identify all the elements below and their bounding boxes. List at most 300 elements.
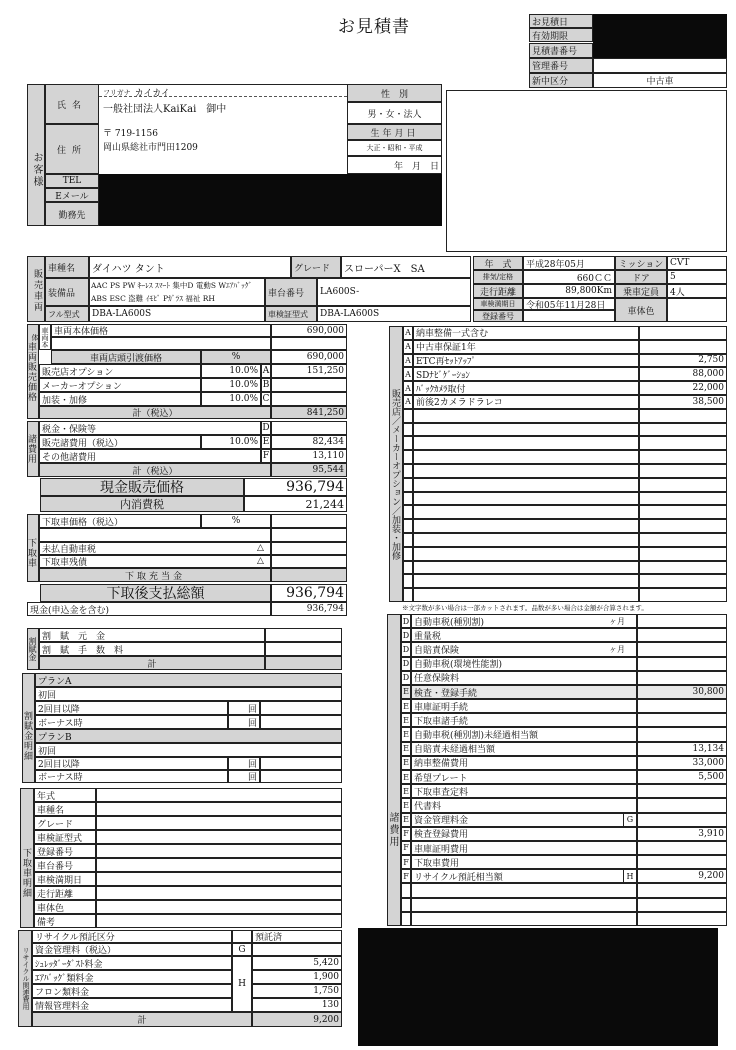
fee-value: 30,800 (637, 685, 727, 699)
fee-mark: E (401, 727, 411, 741)
redacted-block (358, 928, 718, 1046)
tradein-detail-label: 年式 (34, 788, 96, 802)
option-mark (403, 533, 413, 547)
fee-value (637, 855, 727, 869)
fee-label: 車庫証明費用 (411, 841, 637, 855)
mileage-value: 89,800Km (523, 284, 615, 298)
tradein-detail-value (96, 900, 342, 914)
deposit-label: 現金(申込金を含む) (27, 602, 271, 616)
expenses-subtotal: 95,544 (271, 463, 347, 477)
expiry-label: 有効期限 (529, 28, 593, 42)
option-mark (403, 574, 413, 588)
fee-mark (401, 898, 411, 912)
recycle-total-label: 計 (32, 1012, 252, 1027)
fee-value: 5,500 (637, 770, 727, 784)
percent-header: % (201, 350, 271, 364)
fee-mark: F (401, 827, 411, 841)
fee-value (637, 912, 727, 926)
option-value: 22,000 (639, 381, 727, 395)
price-subtotal: 841,250 (271, 406, 347, 419)
option-label: 前後2カメラドラレコ (413, 395, 639, 409)
option-value (639, 561, 727, 575)
manage-fee-label: 資金管理料（税込） (32, 943, 232, 956)
fee-label: 任意保険料 (411, 671, 637, 685)
name-label: 氏名 (45, 84, 99, 124)
fee-g-mark: G (623, 813, 637, 827)
option-label: 中古車保証1年 (413, 340, 639, 354)
plan-a-first: 初回 (35, 687, 342, 701)
tradein-price-label: 下取車価格（税込） (39, 514, 201, 528)
option-mark: A (403, 395, 413, 409)
remain-loan-label: 下取車残債 (39, 555, 271, 568)
fee-label (411, 883, 637, 897)
fee-label: 自動車税(種別割) (411, 614, 637, 628)
fee-mark: E (401, 784, 411, 798)
tradein-detail-label: 車種名 (34, 802, 96, 816)
inspection-date: 令和05年11月28日 (523, 298, 615, 310)
fee-mark: F (401, 855, 411, 869)
plan-b-label: プランB (35, 729, 342, 743)
plan-a-bonus-kai: 回 (228, 715, 260, 729)
cash-value: 936,794 (244, 478, 347, 496)
option-value: 88,000 (639, 367, 727, 381)
option-value (639, 450, 727, 464)
equip-label: 装備品 (45, 278, 89, 306)
fee-label: 資金管理料金 (411, 813, 637, 827)
plan-b-bonus-kai: 回 (228, 770, 260, 783)
plan-a-second: 2回目以降 (35, 701, 228, 715)
notes-box (446, 90, 727, 252)
option-value (639, 505, 727, 519)
fee-label: 重量税 (411, 628, 637, 642)
tradein-detail-value (96, 788, 342, 802)
fee-value (637, 713, 727, 727)
option-mark: A (403, 367, 413, 381)
fee-mark: E (401, 813, 411, 827)
installment-section (27, 628, 342, 670)
fee-value: 33,000 (637, 756, 727, 770)
birth-ymd: 年 月 日 (347, 156, 442, 174)
option-value (639, 340, 727, 354)
plan-a-label: プランA (35, 673, 342, 687)
option-value (639, 492, 727, 506)
option-mark (403, 547, 413, 561)
capacity-label: 乗車定員 (615, 284, 667, 298)
tradein-detail-value (96, 830, 342, 844)
customer-side-label: お客様 (27, 84, 45, 226)
capacity-value: 4人 (667, 284, 727, 298)
fee-label (411, 898, 637, 912)
fee-value (637, 813, 727, 827)
option-value (639, 436, 727, 450)
other-value: 13,110 (271, 449, 347, 463)
door-label: ドア (615, 270, 667, 284)
tradein-section (27, 514, 347, 582)
option-label (413, 574, 639, 588)
redacted-block (99, 174, 442, 226)
fee-label: 自動車税(環境性能割) (411, 657, 637, 671)
mission-value: CVT (667, 256, 727, 270)
tax-incl-label: 内消費税 (40, 496, 244, 512)
fee-mark: F (401, 869, 411, 883)
fee-value (637, 841, 727, 855)
plan-b-second-kai: 回 (228, 757, 260, 770)
fee-value (637, 883, 727, 897)
chassis-label: 車台番号 (265, 278, 317, 306)
manage-no-value (593, 58, 727, 73)
tradein-detail-label: 走行距離 (34, 886, 96, 900)
option-rate: 10.0% (201, 364, 261, 378)
kubun-label: 新中区分 (529, 73, 593, 88)
full-model: DBA-LA600S (89, 306, 265, 322)
work-label: 勤務先 (45, 202, 99, 226)
option-mark (403, 519, 413, 533)
option-value (639, 574, 727, 588)
months-label: ヶ月 (609, 617, 625, 626)
option-mark (403, 561, 413, 575)
redacted-block (593, 14, 727, 58)
months-label: ヶ月 (609, 645, 625, 655)
fee-mark: D (401, 671, 411, 685)
fee-label: 販売諸費用（税込） (39, 435, 201, 449)
option-label (413, 533, 639, 547)
fee-label (411, 912, 637, 926)
tax-incl-value: 21,244 (244, 496, 347, 512)
tax-label: 税金・保険等 (39, 421, 261, 435)
custom-mark: C (262, 394, 270, 404)
grade-label: グレード (291, 256, 341, 278)
tradein-detail-value (96, 914, 342, 928)
option-label (413, 409, 639, 423)
estimate-no-label: 見積書番号 (529, 43, 593, 58)
price-section (27, 324, 347, 419)
option-value: 2,750 (639, 354, 727, 368)
fee-label: 車庫証明手続 (411, 699, 637, 713)
equip-line2: ABS ESC 盗難 ｲﾓﾋﾞ Pｶﾞﾗｽ 福祉 RH (91, 294, 215, 303)
fee-value (637, 614, 727, 628)
fee-label: 検査登録費用 (411, 827, 637, 841)
expenses-section (27, 421, 347, 477)
cash-section (40, 478, 347, 512)
base-price-label: 車両本体価格 (51, 324, 271, 337)
era-options: 大正・昭和・平成 (347, 140, 442, 156)
installment-total-label: 計 (39, 656, 265, 670)
tradein-total-label: 下取充当金 (39, 568, 271, 582)
recycle-item-label: フロン類料金 (32, 984, 232, 998)
fee-value (637, 798, 727, 812)
tax-mark: D (262, 423, 270, 433)
year-value: 平成28年05月 (523, 256, 615, 270)
option-value (639, 533, 727, 547)
tradein-detail-label: 車体色 (34, 900, 96, 914)
plan-side-label: 割賦金明細 (22, 673, 35, 783)
recycle-h-text: H (238, 979, 246, 989)
option-mark (403, 450, 413, 464)
option-value (639, 547, 727, 561)
recycle-item-value: 1,900 (252, 970, 342, 984)
fees-side-label: 諸費用 (387, 614, 401, 926)
tradein-percent: % (201, 514, 271, 528)
option-mark: A (262, 366, 270, 376)
option-mark (403, 409, 413, 423)
plan-b-bonus: ボーナス時 (35, 770, 228, 783)
triangle-mark: △ (257, 543, 264, 553)
furigana-value: カイカイ (134, 89, 170, 99)
reg-label: 登録番号 (473, 310, 523, 322)
option-label (413, 423, 639, 437)
tradein-detail-label: 登録番号 (34, 844, 96, 858)
birth-label: 生年月日 (347, 124, 442, 140)
tradein-side-label: 下取車 (27, 514, 39, 582)
car-name: ダイハツ タント (89, 256, 291, 278)
recycle-item-value: 1,750 (252, 984, 342, 998)
recycle-total: 9,200 (252, 1012, 342, 1027)
fee-mark: E (262, 437, 270, 447)
color-label: 車体色 (615, 298, 667, 322)
year-label: 年 式 (473, 256, 523, 270)
tradein-detail-section (20, 788, 342, 928)
other-label: その他諸費用 (39, 449, 261, 463)
mission-label: ミッション (615, 256, 667, 270)
furigana-label: フリガナ (103, 88, 131, 97)
option-value (639, 326, 727, 340)
fee-value: 82,434 (271, 435, 347, 449)
postal-code: 〒 719-1156 (103, 129, 158, 139)
door-value: 5 (667, 270, 727, 284)
installment-side-label: 割賦金 (27, 628, 39, 670)
recycle-header: リサイクル預託区分 (32, 930, 232, 943)
sex-value: 男・女・法人 (347, 102, 442, 124)
maker-label: メーカーオプション (39, 378, 201, 392)
tradein-detail-label: 車台番号 (34, 858, 96, 872)
option-label: 納車整備一式含む (413, 326, 639, 340)
option-mark: A (403, 326, 413, 340)
full-model-label: フル型式 (45, 306, 89, 322)
top-right-box (529, 14, 727, 88)
fee-label: 納車整備費用 (411, 756, 637, 770)
estimate-date-label: お見積日 (529, 14, 593, 28)
option-value (639, 478, 727, 492)
fee-mark: D (401, 614, 411, 628)
tradein-detail-label: 備考 (34, 914, 96, 928)
discount-label: 車両店頭引渡価格 (51, 350, 201, 364)
base-price: 690,000 (271, 324, 347, 337)
option-label: SDﾅﾋﾞｹﾞｰｼｮﾝ (413, 367, 639, 381)
discount-price: 690,000 (271, 350, 347, 364)
triangle-mark: △ (257, 556, 264, 566)
options-section (389, 326, 727, 602)
vehicle-section (27, 256, 727, 322)
customer-address: 岡山県総社市門田1209 (103, 143, 198, 153)
fee-mark: E (401, 756, 411, 770)
custom-rate: 10.0% (201, 392, 261, 406)
option-mark: A (403, 381, 413, 395)
fee-label: 自動車税(種別割)未経過相当額 (411, 727, 637, 741)
recycle-g-mark: G (232, 943, 252, 956)
fee-mark: E (401, 770, 411, 784)
tradein-detail-value (96, 886, 342, 900)
options-side-label: 販売店／メーカーオプション／加装・加修 (389, 326, 403, 602)
fee-value (637, 727, 727, 741)
principal-label: 割 賦 元 金 (39, 628, 265, 642)
option-label (413, 464, 639, 478)
fee-label: 希望プレート (411, 770, 637, 784)
fee-label: 自賠責保険 (411, 642, 637, 656)
tradein-detail-label: 車検証型式 (34, 830, 96, 844)
tradein-detail-label: グレード (34, 816, 96, 830)
option-label (413, 492, 639, 506)
after-value: 936,794 (271, 584, 347, 602)
fee-label: 検査・登録手続 (411, 685, 637, 699)
expenses-subtotal-label: 計（税込） (39, 463, 271, 477)
tradein-detail-value (96, 816, 342, 830)
recycle-item-label: ｴｱﾊﾞｯｸﾞ類料金 (32, 970, 232, 984)
plan-a-bonus: ボーナス時 (35, 715, 228, 729)
fee-mark: E (401, 699, 411, 713)
option-value: 38,500 (639, 395, 727, 409)
option-mark (403, 423, 413, 437)
option-mark (403, 464, 413, 478)
recycle-item-value: 5,420 (252, 956, 342, 970)
recycle-section (18, 930, 342, 1027)
car-name-label: 車種名 (45, 256, 89, 278)
option-value (639, 464, 727, 478)
after-label: 下取後支払総額 (40, 584, 271, 602)
plan-b-first: 初回 (35, 743, 342, 757)
fee-mark: E (401, 713, 411, 727)
fee-value (637, 671, 727, 685)
option-mark: A (403, 340, 413, 354)
plan-a-second-kai: 回 (228, 701, 260, 715)
fee-value: 13,134 (637, 742, 727, 756)
after-section (27, 584, 347, 616)
fee-rate: 10.0% (201, 435, 261, 449)
fee-mark: E (401, 685, 411, 699)
tradein-detail-value (96, 844, 342, 858)
recycle-item-value: 130 (252, 998, 342, 1012)
recycle-item-label: 情報管理料金 (32, 998, 232, 1012)
option-value (639, 423, 727, 437)
tradein-detail-value (96, 858, 342, 872)
option-mark (403, 478, 413, 492)
deposit-value: 936,794 (271, 602, 347, 616)
inspection-model: DBA-LA600S (317, 306, 471, 322)
fee-mark: D (401, 657, 411, 671)
fee-mark: D (401, 642, 411, 656)
option-label (413, 547, 639, 561)
fee-value (637, 628, 727, 642)
price-side-label: 車両販売価格 (27, 324, 39, 419)
chassis-value: LA600S- (317, 278, 471, 306)
maker-rate: 10.0% (201, 378, 261, 392)
option-label (413, 436, 639, 450)
mileage-label: 走行距離 (473, 284, 523, 298)
document-title: お見積書 (338, 17, 410, 37)
tradein-detail-label: 車検満期日 (34, 872, 96, 886)
email-label: Eメール (45, 188, 99, 202)
fee-mark: E (401, 742, 411, 756)
custom-label: 加装・加修 (39, 392, 201, 406)
tradein-detail-value (96, 872, 342, 886)
inspection-date-label: 車検満期日 (473, 298, 523, 310)
maker-mark: B (262, 380, 270, 390)
fee-value: 9,200 (637, 869, 727, 883)
tel-label: TEL (45, 174, 99, 188)
plan-section (22, 673, 342, 783)
option-label (413, 450, 639, 464)
recycle-side-label: リサイクル関連費用 (18, 930, 32, 1027)
fee-label: 下取車諸手続 (411, 713, 637, 727)
fee-value: 3,910 (637, 827, 727, 841)
customer-name: 一般社団法人KaiKai 御中 (103, 104, 227, 115)
fee-value (637, 642, 727, 656)
install-fee-label: 割 賦 手 数 料 (39, 642, 265, 656)
fee-label: 代書料 (411, 798, 637, 812)
option-mark: A (403, 354, 413, 368)
option-value (639, 519, 727, 533)
cash-label: 現金販売価格 (40, 478, 244, 496)
option-mark (403, 436, 413, 450)
fees-section (387, 614, 727, 926)
fee-value (637, 784, 727, 798)
option-label (413, 505, 639, 519)
equip-line1: AAC PS PW ｷｰﾚｽ ｽﾏｰﾄ 集中D 電動S Wｴｱﾊﾞｯｸﾞ (91, 281, 253, 290)
recycle-deposit-header: 預託済 (252, 930, 342, 943)
vehicle-side-label: 販売車両 (27, 256, 45, 322)
option-label (413, 561, 639, 575)
expenses-side-label: 諸費用 (27, 421, 39, 477)
option-label: ﾊﾞｯｸｶﾒﾗ取付 (413, 381, 639, 395)
tradein-detail-value (96, 802, 342, 816)
displacement-label: 排気/定格 (473, 270, 523, 284)
plan-b-second: 2回目以降 (35, 757, 228, 770)
sex-label: 性 別 (347, 84, 442, 102)
fee-mark (401, 883, 411, 897)
fee-label: リサイクル預託相当額 (411, 869, 637, 883)
fee-mark (401, 912, 411, 926)
fee-value (637, 657, 727, 671)
option-price: 151,250 (271, 364, 347, 378)
other-mark: F (262, 451, 270, 461)
fee-value (637, 699, 727, 713)
option-label: ETC再ｾｯﾄｱｯﾌﾟ (413, 354, 639, 368)
option-mark (403, 492, 413, 506)
fee-label: 下取車費用 (411, 855, 637, 869)
displacement-value: 660ＣＣ (523, 270, 615, 284)
option-value (639, 409, 727, 423)
kubun-value: 中古車 (593, 73, 727, 88)
option-label (413, 478, 639, 492)
grade-value: スローパーX SA (341, 256, 471, 278)
option-value (639, 588, 727, 602)
unpaid-tax-label: 未払自動車税 (39, 542, 271, 555)
option-mark (403, 505, 413, 519)
option-label (413, 519, 639, 533)
price-inner-label: 車両本体 (39, 324, 51, 350)
recycle-h-mark (232, 956, 252, 1012)
fee-value (637, 898, 727, 912)
fee-mark: E (401, 798, 411, 812)
price-subtotal-label: 計（税込） (39, 406, 271, 419)
fee-mark: D (401, 628, 411, 642)
fee-mark: F (401, 841, 411, 855)
inspection-model-label: 車検証型式 (265, 306, 317, 322)
fee-label: 自賠責未経過相当額 (411, 742, 637, 756)
option-label (413, 588, 639, 602)
option-mark (403, 588, 413, 602)
customer-section (27, 84, 442, 226)
tradein-detail-side-label: 下取車明細 (20, 788, 34, 928)
